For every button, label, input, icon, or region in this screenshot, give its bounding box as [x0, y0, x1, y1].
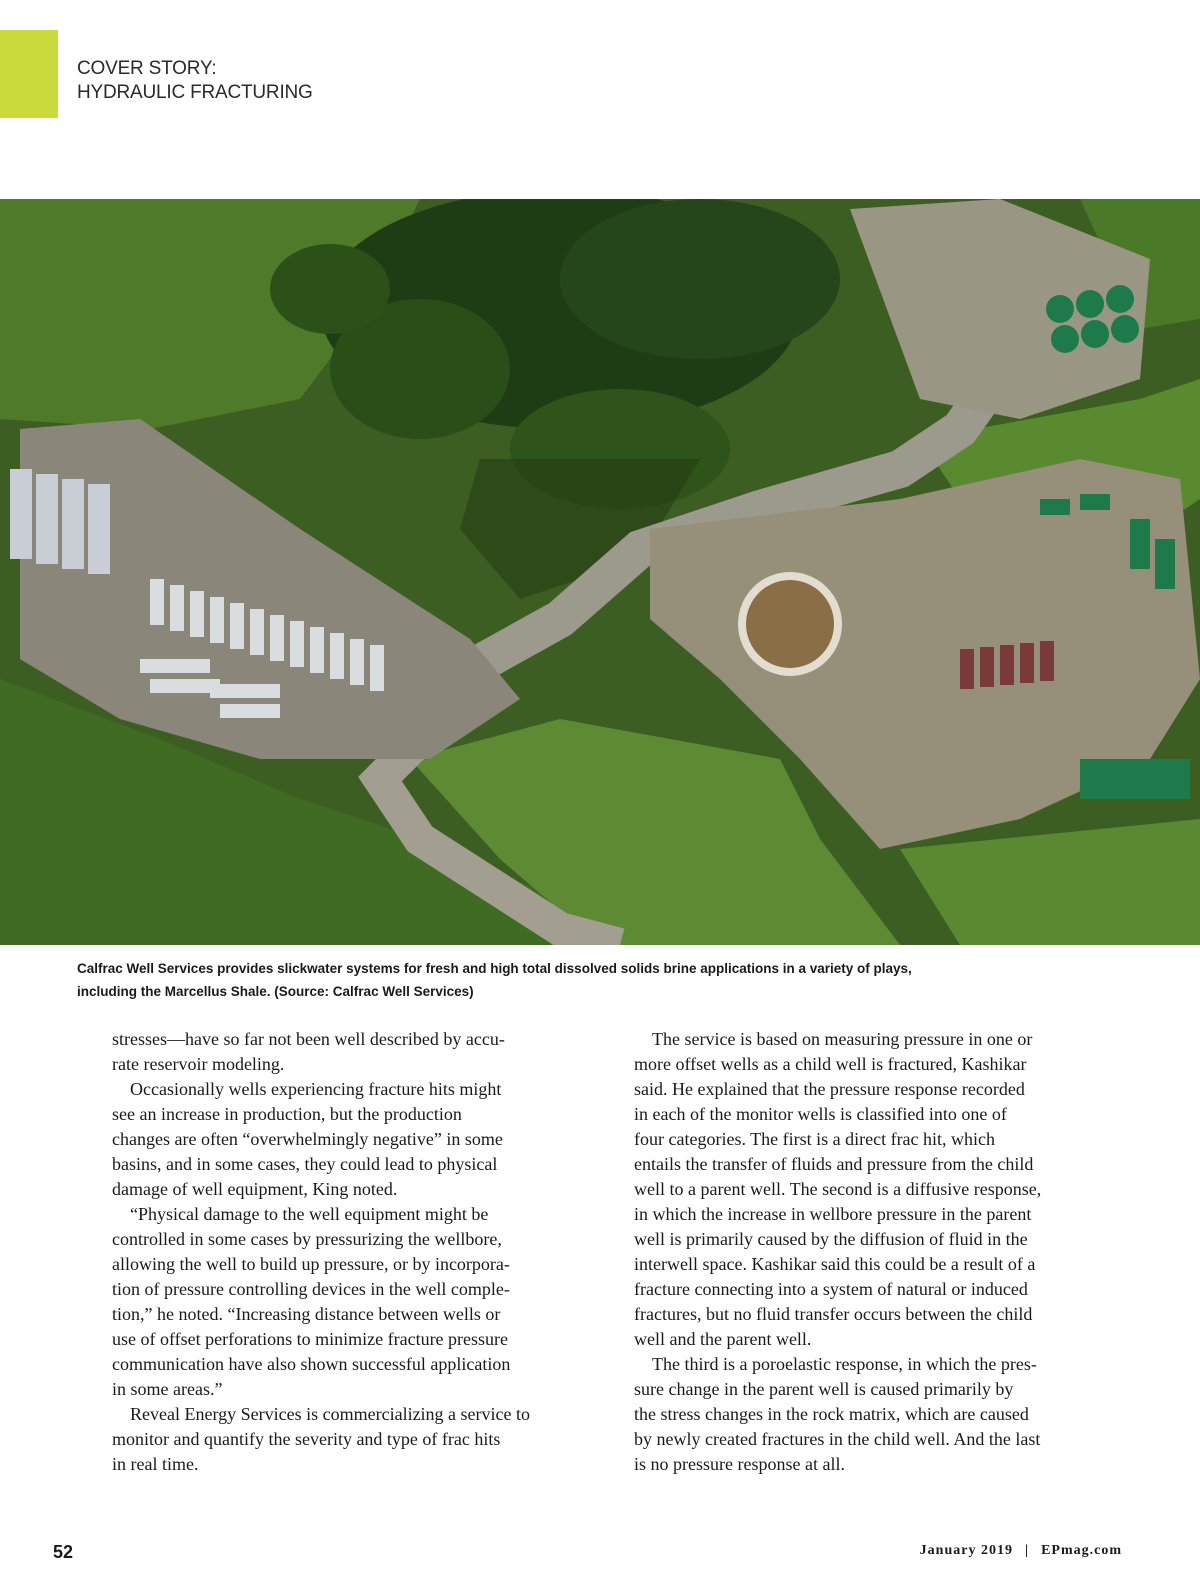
body-line: fracture connecting into a system of natural or induced [634, 1279, 1028, 1299]
body-line: fractures, but no fluid transfer occurs between the child [634, 1304, 1033, 1324]
body-column-right [634, 1027, 1126, 1477]
body-line: communication have also shown successful application [112, 1354, 511, 1374]
body-line: monitor and quantify the severity and type of frac hits [112, 1429, 501, 1449]
body-line: is no pressure response at all. [634, 1454, 845, 1474]
body-line: tion of pressure controlling devices in the well comple- [112, 1279, 510, 1299]
caption-line-2: including the Marcellus Shale. (Source: Calfrac Well Services) [77, 984, 474, 999]
body-line: in real time. [112, 1454, 199, 1474]
body-column-left [112, 1027, 602, 1477]
section-label-line-2: HYDRAULIC FRACTURING [77, 82, 313, 103]
page-number: 52 [53, 1542, 74, 1562]
body-line: in some areas.” [112, 1379, 223, 1399]
body-line: said. He explained that the pressure response recorded [634, 1079, 1025, 1099]
body-line: controlled in some cases by pressurizing the wellbore, [112, 1229, 502, 1249]
body-line: four categories. The first is a direct frac hit, which [634, 1129, 996, 1149]
footer-info [920, 1543, 1122, 1559]
body-line: sure change in the parent well is caused primarily by [634, 1379, 1014, 1399]
body-line: more offset wells as a child well is fractured, Kashikar [634, 1054, 1027, 1074]
body-line: interwell space. Kashikar said this could be a result of a [634, 1254, 1036, 1274]
body-line: rate reservoir modeling. [112, 1054, 285, 1074]
body-line: “Physical damage to the well equipment might be [130, 1204, 489, 1224]
body-line: the stress changes in the rock matrix, which are caused [634, 1404, 1029, 1424]
body-line: tion,” he noted. “Increasing distance between wells or [112, 1304, 501, 1324]
section-label [77, 57, 313, 105]
body-line: allowing the well to build up pressure, or by incorpora- [112, 1254, 510, 1274]
body-line: well is primarily caused by the diffusion of fluid in the [634, 1229, 1028, 1249]
body-line: basins, and in some cases, they could lead to physical [112, 1154, 498, 1174]
section-label-line-1: COVER STORY: [77, 58, 217, 79]
body-line: damage of well equipment, King noted. [112, 1179, 398, 1199]
body-line: stresses—have so far not been well described by accu- [112, 1029, 505, 1049]
section-accent-block [0, 30, 58, 118]
issue-date: January 2019 [919, 1543, 1013, 1558]
body-line: by newly created fractures in the child well. And the last [634, 1429, 1041, 1449]
body-line: see an increase in production, but the production [112, 1104, 462, 1124]
caption-line-1: Calfrac Well Services provides slickwater systems for fresh and high total dissolved solids brine applications in a variety of plays, [77, 961, 912, 976]
footer-separator: | [1024, 1543, 1030, 1558]
body-line: Occasionally wells experiencing fracture hits might [130, 1079, 502, 1099]
body-line: in which the increase in wellbore pressure in the parent [634, 1204, 1032, 1224]
body-line: Reveal Energy Services is commercializing a service to [130, 1404, 531, 1424]
body-line: entails the transfer of fluids and pressure from the child [634, 1154, 1034, 1174]
body-line: use of offset perforations to minimize fracture pressure [112, 1329, 509, 1349]
body-line: well and the parent well. [634, 1329, 812, 1349]
body-line: The third is a poroelastic response, in which the pres- [652, 1354, 1037, 1374]
site-name: EPmag.com [1041, 1543, 1122, 1558]
aerial-photo [0, 199, 1200, 945]
body-line: changes are often “overwhelmingly negative” in some [112, 1129, 503, 1149]
body-line: in each of the monitor wells is classified into one of [634, 1104, 1007, 1124]
body-line: well to a parent well. The second is a diffusive response, [634, 1179, 1042, 1199]
photo-caption [77, 957, 1137, 1003]
body-line: The service is based on measuring pressure in one or [652, 1029, 1033, 1049]
